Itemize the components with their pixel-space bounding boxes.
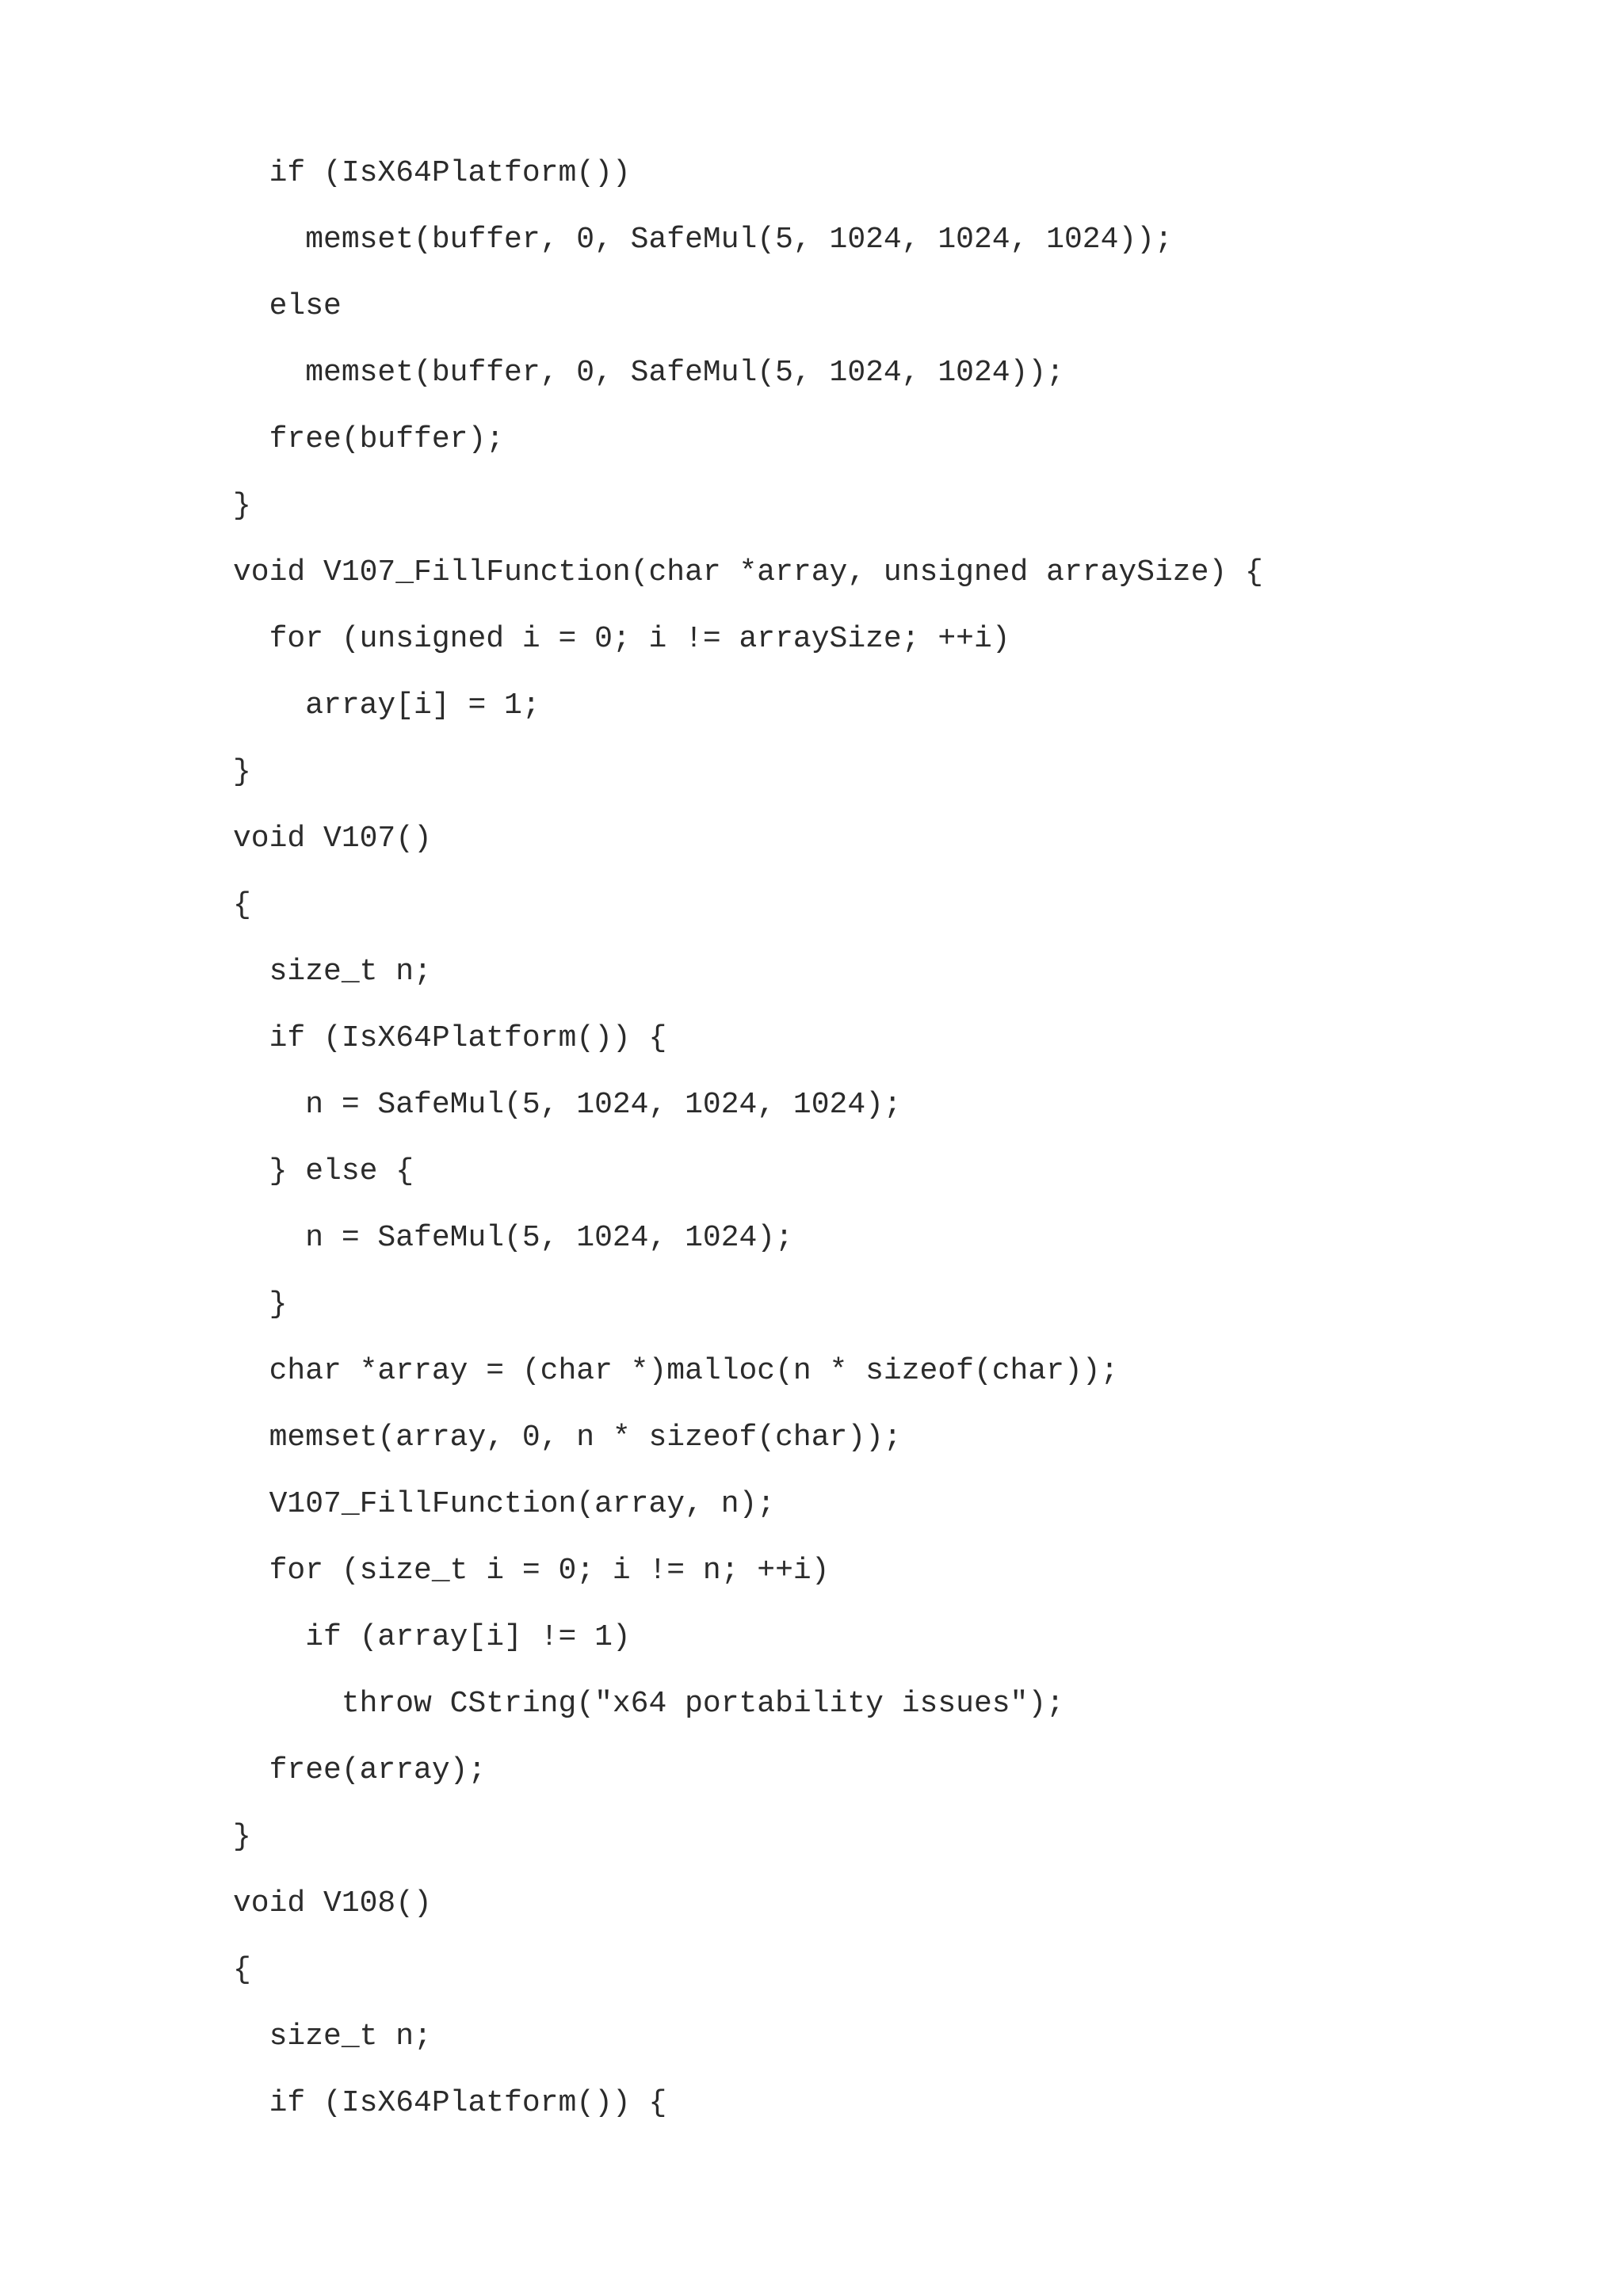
code-line: for (size_t i = 0; i != n; ++i) [233, 1554, 830, 1588]
code-line: if (IsX64Platform()) { [233, 2086, 667, 2120]
code-line: { [233, 1953, 251, 1987]
code-line: if (IsX64Platform()) [233, 156, 631, 190]
code-line: array[i] = 1; [233, 688, 540, 723]
code-line: } else { [233, 1154, 414, 1188]
code-line: } [233, 1820, 251, 1854]
code-line: n = SafeMul(5, 1024, 1024, 1024); [233, 1088, 902, 1122]
code-line: free(buffer); [233, 422, 505, 456]
code-line: memset(array, 0, n * sizeof(char)); [233, 1421, 902, 1455]
code-line: { [233, 888, 251, 922]
code-line: void V107() [233, 822, 432, 856]
code-line: n = SafeMul(5, 1024, 1024); [233, 1221, 793, 1255]
code-line: size_t n; [233, 955, 432, 989]
code-line: } [233, 755, 251, 789]
code-line: for (unsigned i = 0; i != arraySize; ++i) [233, 622, 1010, 656]
code-line: if (IsX64Platform()) { [233, 1021, 667, 1055]
code-line: free(array); [233, 1753, 487, 1787]
code-line: } [233, 1287, 288, 1322]
code-listing [233, 147, 1263, 2144]
code-line: V107_FillFunction(array, n); [233, 1487, 776, 1521]
code-line: void V108() [233, 1886, 432, 1920]
code-line: char *array = (char *)malloc(n * sizeof(char)); [233, 1354, 1119, 1388]
code-line: memset(buffer, 0, SafeMul(5, 1024, 1024)); [233, 356, 1064, 390]
code-line: void V107_FillFunction(char *array, unsigned arraySize) { [233, 555, 1263, 589]
code-line: else [233, 289, 342, 323]
code-line: size_t n; [233, 2019, 432, 2054]
code-line: throw CString("x64 portability issues"); [233, 1687, 1064, 1721]
code-line: } [233, 489, 251, 523]
code-line: if (array[i] != 1) [233, 1620, 631, 1654]
code-line: memset(buffer, 0, SafeMul(5, 1024, 1024, 1024)); [233, 223, 1173, 257]
